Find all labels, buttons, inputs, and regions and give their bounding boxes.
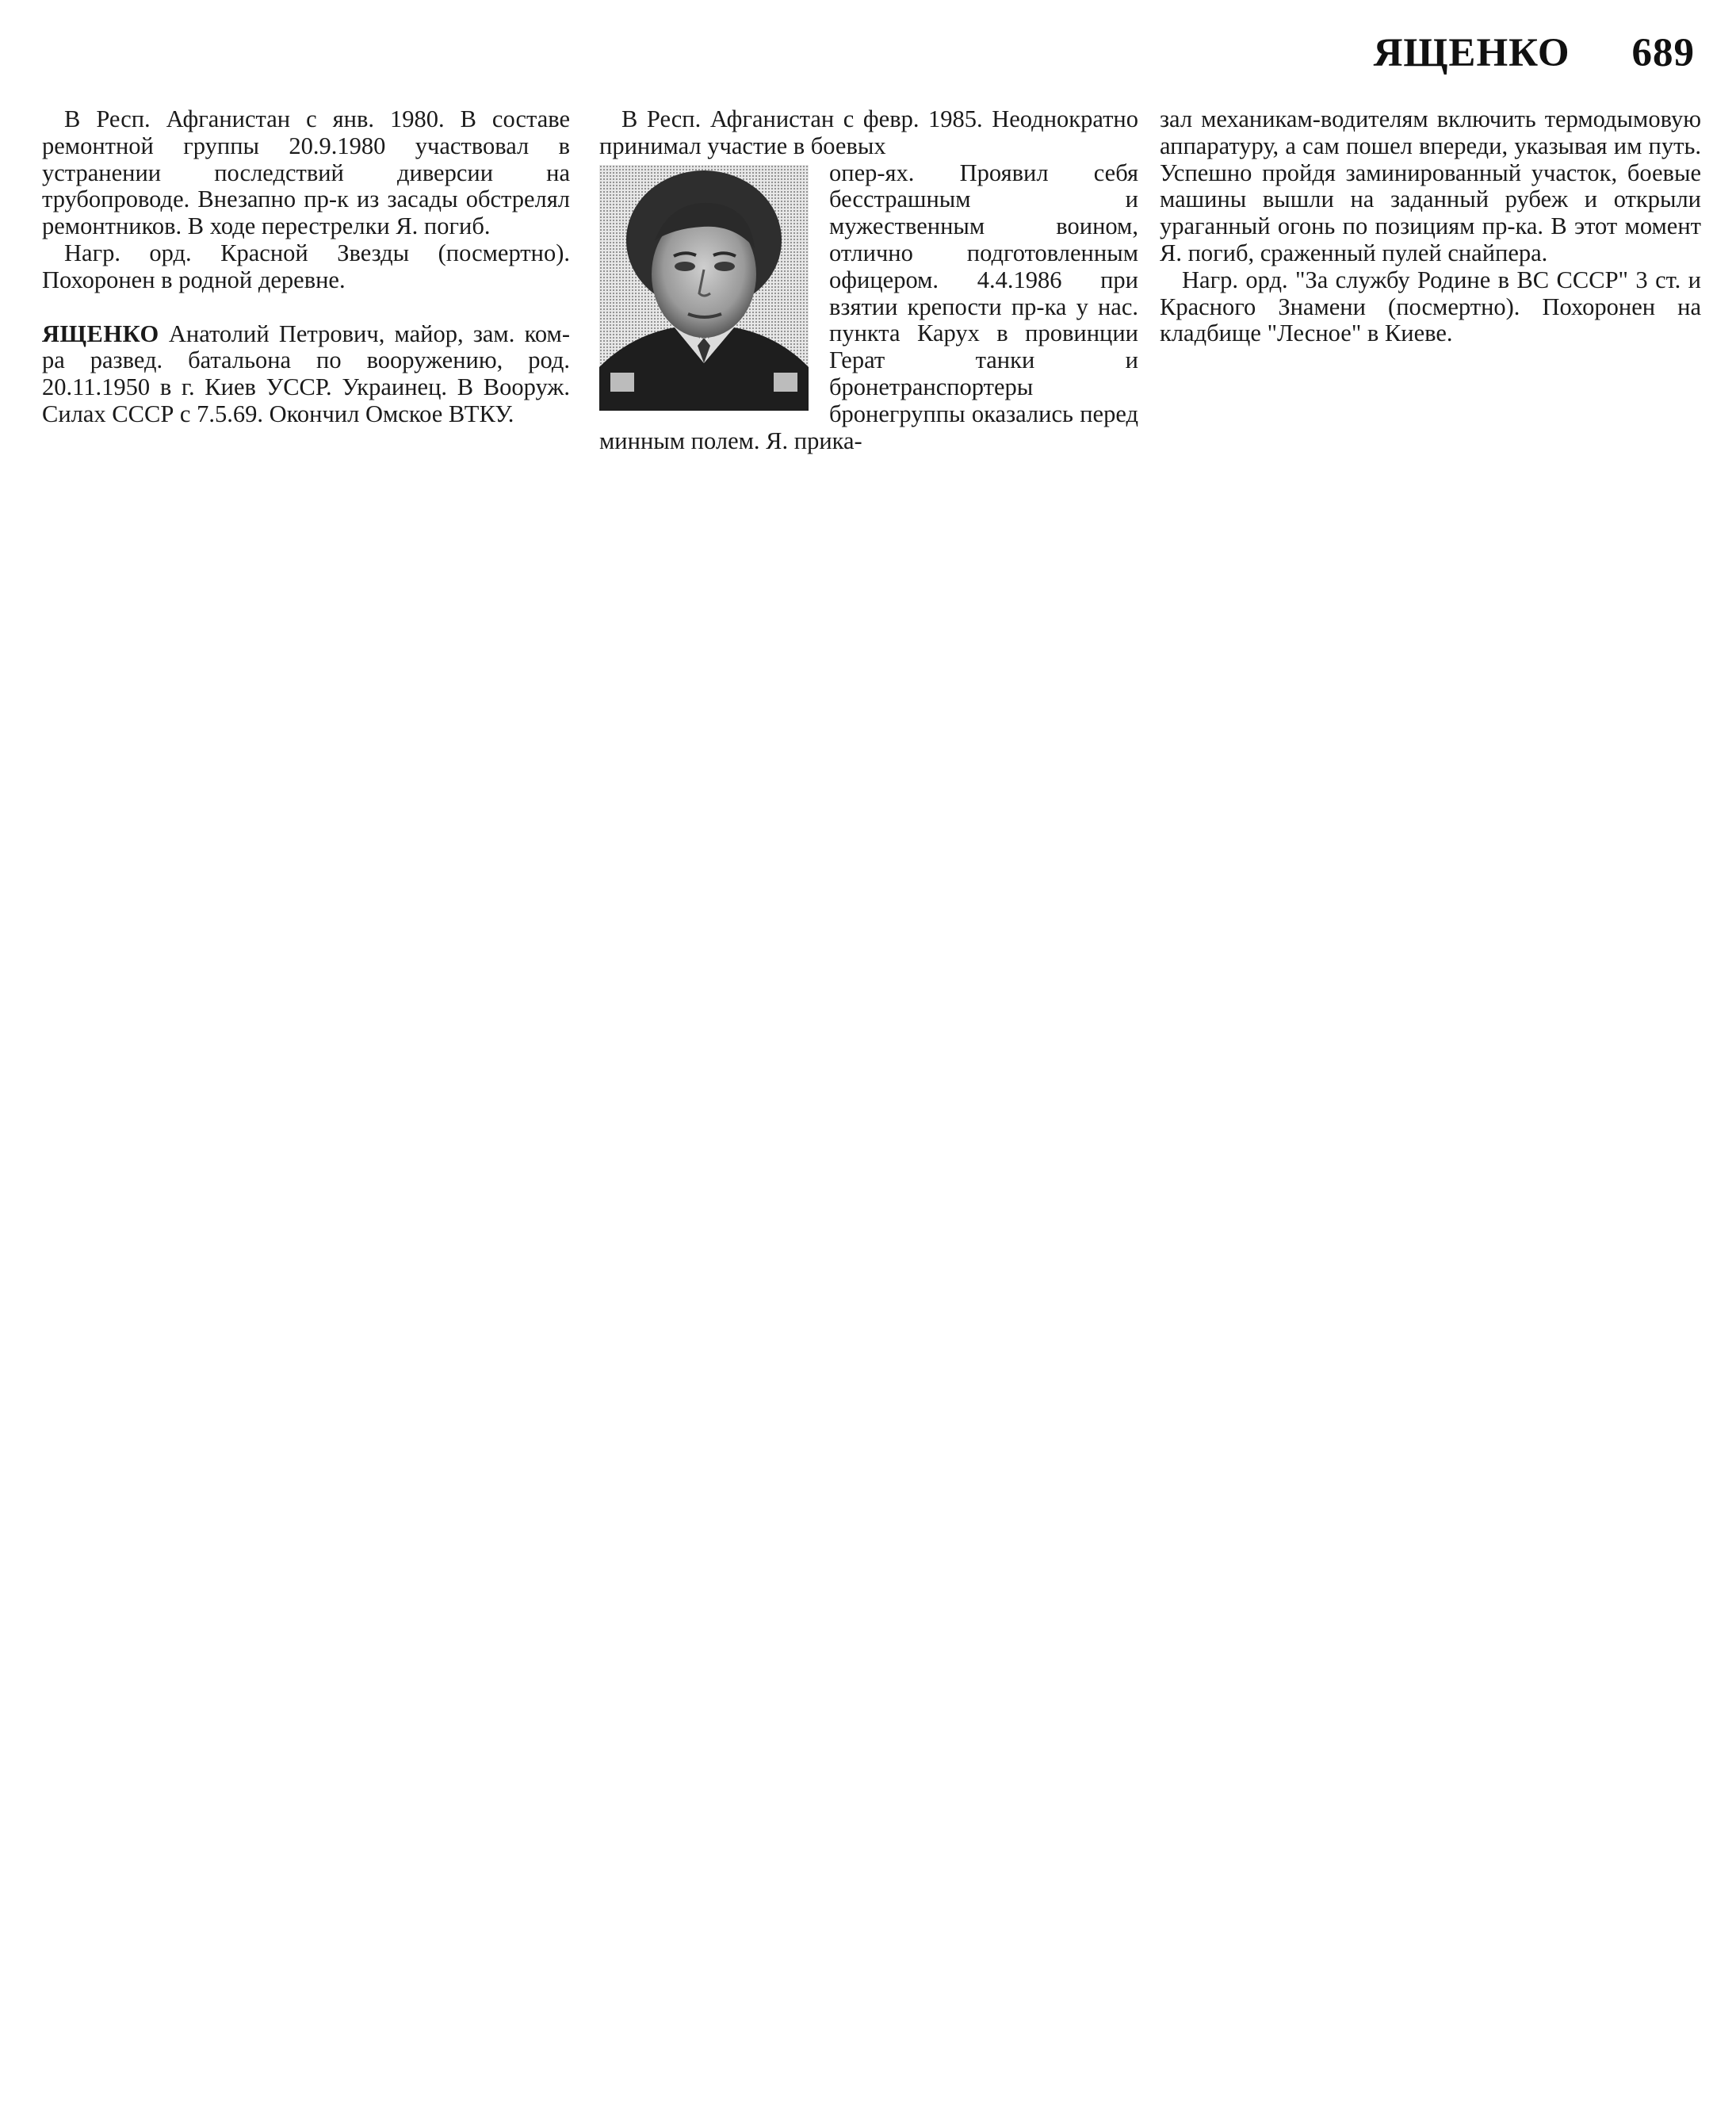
running-header xyxy=(1374,30,1695,76)
paragraph-death: зал механикам-водителям включить термодымовую аппаратуру, а сам пошел впереди, указывая им путь. Успешно пройдя заминированный участок, боевые машины вышли на заданный рубеж и открыли ураганный огонь по позициям пр-ка. В этот момент Я. погиб, сраженный пулей снайпера. xyxy=(1160,105,1701,266)
paragraph-service-continued: опер-ях. Проявил себя бесстрашным и мужественным воином, отлично подготовленным офицером. 4.4.1986 при взятии крепости пр-ка у нас. пункта Карух в провинции Герат танки и бронетранспортеры бронегруппы оказались перед минным полем. Я. прика- xyxy=(599,159,1138,454)
paragraph-service: В Респ. Афганистан с янв. 1980. В составе ремонтной группы 20.9.1980 участвовал в устранении последствий диверсии на трубопроводе. Внезапно пр-к из засады обстрелял ремонтников. В ходе перестрелки Я. погиб. xyxy=(42,105,570,240)
column-2 xyxy=(599,106,1138,454)
header-surname: ЯЩЕНКО xyxy=(1373,31,1570,75)
page-number: 689 xyxy=(1631,31,1695,75)
portrait-photo-image xyxy=(599,165,809,411)
column-1 xyxy=(42,106,570,428)
portrait-photo xyxy=(599,165,809,411)
paragraph-awards: Нагр. орд. Красной Звезды (посмертно). Похоронен в родной деревне. xyxy=(42,239,570,293)
paragraph-awards-burial: Нагр. орд. "За службу Родине в ВС СССР" 3 ст. и Красного Знамени (посмертно). Похоронен на кладбище "Лесное" в Киеве. xyxy=(1160,266,1701,347)
entry-yashchenko-anatoly xyxy=(42,321,570,428)
column-3 xyxy=(1160,106,1701,347)
entry-name: ЯЩЕНКО xyxy=(42,320,159,347)
entry-biography: Анатолий Петрович, майор, зам. ком-ра развед. батальона по вооружению, род. 20.11.1950 в г. Киев УССР. Украинец. В Вооруж. Силах СССР с 7.5.69. Окончил Омское ВТКУ. xyxy=(42,320,570,427)
paragraph-lead: В Респ. Афганистан с февр. 1985. Неоднократно принимал участие в боевых xyxy=(599,105,1138,159)
